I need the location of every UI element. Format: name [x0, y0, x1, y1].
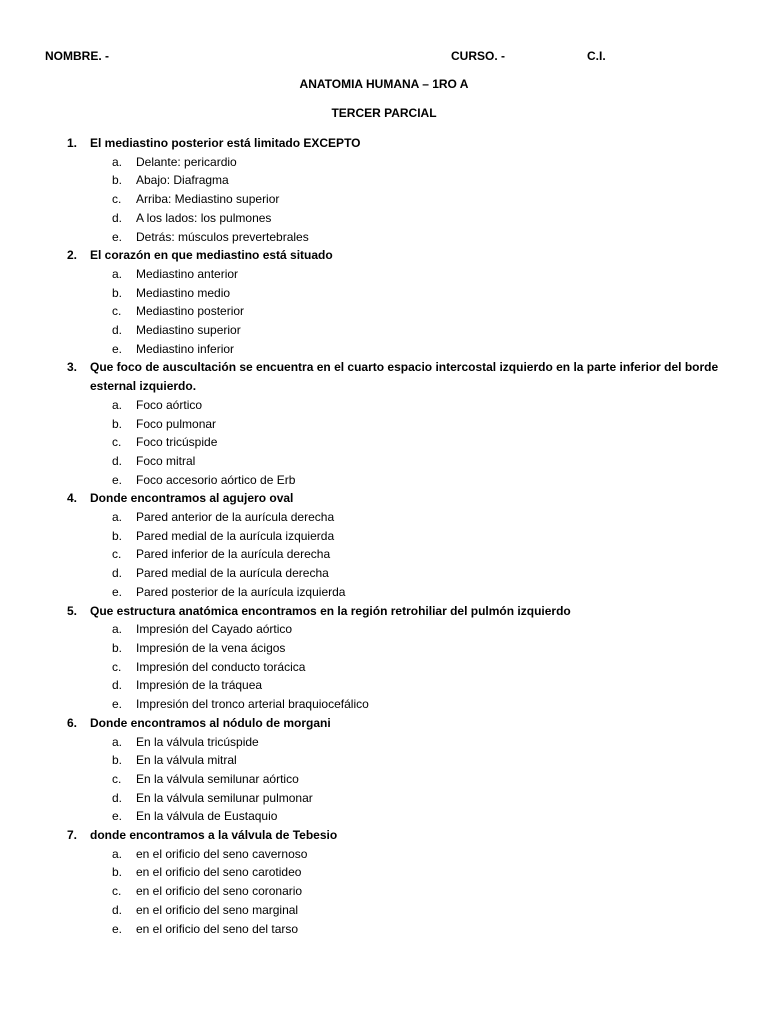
question-list	[67, 134, 727, 938]
answer-option	[90, 770, 727, 789]
option-letter: d.	[112, 678, 123, 693]
question-text: Donde encontramos al agujero oval	[90, 491, 294, 506]
question-number: 6.	[67, 715, 78, 730]
answer-option	[90, 171, 727, 190]
answer-option	[90, 508, 727, 527]
option-text: En la válvula tricúspide	[136, 734, 259, 749]
answer-option	[90, 807, 727, 826]
question-text: Donde encontramos al nódulo de morgani	[90, 715, 331, 730]
course-label: CURSO. -	[451, 49, 505, 63]
option-letter: a.	[112, 734, 123, 749]
id-label: C.I.	[587, 49, 606, 63]
answer-option	[90, 228, 727, 247]
option-text: Pared inferior de la aurícula derecha	[136, 547, 331, 562]
option-text: Impresión de la tráquea	[136, 678, 263, 693]
answer-option	[90, 620, 727, 639]
option-letter: b.	[112, 173, 123, 188]
option-letter: d.	[112, 902, 123, 917]
answer-option	[90, 265, 727, 284]
option-text: Foco accesorio aórtico de Erb	[136, 472, 296, 487]
answer-option	[90, 789, 727, 808]
option-text: Mediastino posterior	[136, 304, 245, 319]
option-text: Impresión de la vena ácigos	[136, 640, 286, 655]
option-letter: b.	[112, 416, 123, 431]
option-letter: e.	[112, 229, 123, 244]
option-text: Foco pulmonar	[136, 416, 217, 431]
option-letter: b.	[112, 528, 123, 543]
option-text: Foco tricúspide	[136, 435, 218, 450]
answer-option	[90, 863, 727, 882]
option-letter: d.	[112, 453, 123, 468]
name-label: NOMBRE. -	[45, 49, 109, 63]
answer-option	[90, 153, 727, 172]
answer-option	[90, 190, 727, 209]
answer-option	[90, 433, 727, 452]
answer-option	[90, 564, 727, 583]
option-text: Mediastino inferior	[136, 341, 235, 356]
answer-option	[90, 751, 727, 770]
option-list	[90, 508, 727, 602]
option-text: Pared medial de la aurícula izquierda	[136, 528, 335, 543]
question-number: 7.	[67, 828, 78, 843]
option-text: En la válvula semilunar aórtico	[136, 771, 299, 786]
option-letter: c.	[112, 192, 122, 207]
option-text: Impresión del Cayado aórtico	[136, 622, 293, 637]
option-text: En la válvula de Eustaquio	[136, 809, 278, 824]
option-text: Arriba: Mediastino superior	[136, 192, 280, 207]
question-number: 1.	[67, 136, 78, 150]
answer-option	[90, 340, 727, 359]
answer-option	[90, 639, 727, 658]
question-item	[67, 134, 727, 246]
option-letter: a.	[112, 846, 123, 861]
option-letter: d.	[112, 790, 123, 805]
answer-option	[90, 452, 727, 471]
option-letter: d.	[112, 566, 123, 581]
option-text: Detrás: músculos prevertebrales	[136, 229, 309, 244]
question-item	[67, 246, 727, 358]
option-letter: c.	[112, 304, 122, 319]
option-letter: e.	[112, 584, 123, 599]
question-item	[67, 714, 727, 826]
option-letter: c.	[112, 771, 122, 786]
question-number: 4.	[67, 491, 78, 506]
answer-option	[90, 676, 727, 695]
answer-option	[90, 415, 727, 434]
option-letter: a.	[112, 266, 123, 281]
answer-option	[90, 302, 727, 321]
option-letter: c.	[112, 435, 122, 450]
answer-option	[90, 901, 727, 920]
option-list	[90, 265, 727, 359]
question-text: Que estructura anatómica encontramos en la región retrohiliar del pulmón izquierdo	[90, 603, 571, 618]
option-text: Mediastino superior	[136, 323, 241, 338]
option-letter: b.	[112, 640, 123, 655]
answer-option	[90, 396, 727, 415]
option-text: A los lados: los pulmones	[136, 210, 272, 225]
answer-option	[90, 920, 727, 939]
option-text: Impresión del conducto torácica	[136, 659, 306, 674]
question-item	[67, 358, 727, 489]
option-text: Pared anterior de la aurícula derecha	[136, 510, 335, 525]
option-text: Foco aórtico	[136, 397, 203, 412]
option-letter: c.	[112, 547, 122, 562]
answer-option	[90, 733, 727, 752]
option-letter: a.	[112, 397, 123, 412]
question-text: Que foco de auscultación se encuentra en el cuarto espacio intercostal izquierdo en la parte inferior del borde esternal izquierdo.	[90, 360, 719, 394]
option-list	[90, 845, 727, 939]
option-letter: e.	[112, 697, 123, 712]
option-list	[90, 733, 727, 827]
option-text: en el orificio del seno cavernoso	[136, 846, 308, 861]
option-text: Mediastino medio	[136, 285, 231, 300]
option-letter: b.	[112, 865, 123, 880]
question-item	[67, 489, 727, 601]
option-letter: c.	[112, 659, 122, 674]
option-list	[90, 153, 727, 247]
answer-option	[90, 658, 727, 677]
answer-option	[90, 583, 727, 602]
option-text: Delante: pericardio	[136, 154, 237, 169]
answer-option	[90, 527, 727, 546]
option-text: En la válvula semilunar pulmonar	[136, 790, 313, 805]
option-letter: c.	[112, 884, 122, 899]
answer-option	[90, 882, 727, 901]
option-text: Pared posterior de la aurícula izquierda	[136, 584, 346, 599]
answer-option	[90, 845, 727, 864]
option-letter: b.	[112, 285, 123, 300]
answer-option	[90, 695, 727, 714]
option-letter: d.	[112, 323, 123, 338]
option-text: en el orificio del seno del tarso	[136, 921, 299, 936]
option-text: Foco mitral	[136, 453, 196, 468]
option-letter: d.	[112, 210, 123, 225]
option-text: Abajo: Diafragma	[136, 173, 229, 188]
exam-title: ANATOMIA HUMANA – 1RO A	[299, 77, 469, 91]
question-text: donde encontramos a la válvula de Tebesio	[90, 828, 338, 843]
question-item	[67, 602, 727, 714]
answer-option	[90, 321, 727, 340]
question-number: 2.	[67, 248, 78, 263]
exam-subtitle: TERCER PARCIAL	[331, 106, 437, 120]
option-letter: e.	[112, 472, 123, 487]
option-text: en el orificio del seno coronario	[136, 884, 303, 899]
option-text: Pared medial de la aurícula derecha	[136, 566, 329, 581]
option-text: en el orificio del seno carotideo	[136, 865, 302, 880]
option-letter: e.	[112, 341, 123, 356]
answer-option	[90, 209, 727, 228]
option-letter: b.	[112, 753, 123, 768]
option-text: En la válvula mitral	[136, 753, 237, 768]
answer-option	[90, 471, 727, 490]
option-text: Mediastino anterior	[136, 266, 239, 281]
answer-option	[90, 284, 727, 303]
option-letter: a.	[112, 510, 123, 525]
question-number: 3.	[67, 360, 78, 375]
option-text: en el orificio del seno marginal	[136, 902, 299, 917]
question-text: El mediastino posterior está limitado EXCEPTO	[90, 136, 361, 150]
question-text: El corazón en que mediastino está situado	[90, 248, 333, 263]
question-item	[67, 826, 727, 938]
option-letter: e.	[112, 809, 123, 824]
option-letter: a.	[112, 154, 123, 169]
option-list	[90, 620, 727, 714]
question-number: 5.	[67, 603, 78, 618]
option-letter: a.	[112, 622, 123, 637]
option-list	[90, 396, 727, 490]
answer-option	[90, 545, 727, 564]
option-text: Impresión del tronco arterial braquiocefálico	[136, 697, 369, 712]
option-letter: e.	[112, 921, 123, 936]
